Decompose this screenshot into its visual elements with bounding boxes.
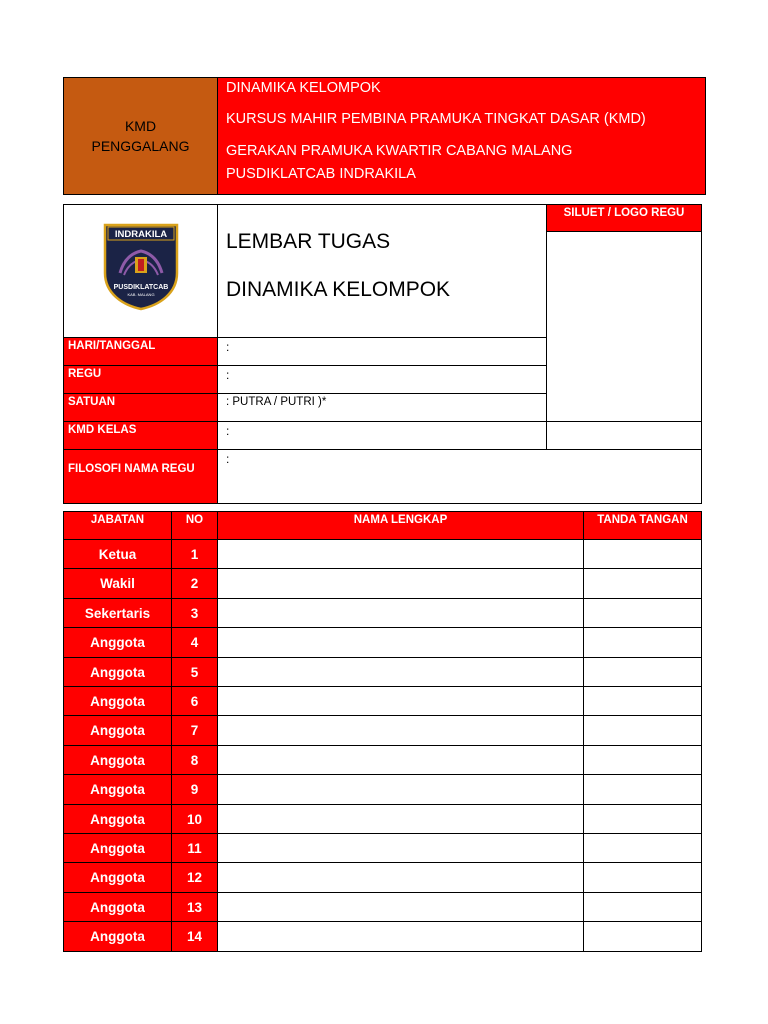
logo-bottom-text: PUSDIKLATCAB — [113, 284, 169, 291]
member-no: 13 — [171, 892, 218, 922]
member-jabatan: Anggota — [63, 804, 172, 834]
col-header-nama: NAMA LENGKAP — [217, 511, 584, 540]
logo-top-text: INDRAKILA — [114, 229, 168, 240]
logo-sub-text: KAB. MALANG — [127, 292, 155, 297]
member-no: 2 — [171, 568, 218, 599]
kmd-penggalang-box — [63, 77, 218, 195]
member-no: 6 — [171, 686, 218, 716]
field-label-hari-tanggal: HARI/TANGGAL — [63, 337, 218, 366]
member-nama-field[interactable] — [217, 715, 584, 746]
member-nama-field[interactable] — [217, 598, 584, 628]
member-jabatan: Wakil — [63, 568, 172, 599]
header-line-3: GERAKAN PRAMUKA KWARTIR CABANG MALANG — [226, 143, 573, 159]
member-no: 9 — [171, 774, 218, 805]
member-nama-field[interactable] — [217, 921, 584, 952]
member-no: 11 — [171, 833, 218, 863]
member-ttd-field[interactable] — [583, 686, 702, 716]
member-ttd-field[interactable] — [583, 804, 702, 834]
header-line-2: KURSUS MAHIR PEMBINA PRAMUKA TINGKAT DASAR (KMD) — [226, 111, 646, 127]
header-line-4: PUSDIKLATCAB INDRAKILA — [226, 166, 416, 182]
kmd-kelas-extra-cell[interactable] — [546, 421, 702, 450]
member-ttd-field[interactable] — [583, 921, 702, 952]
field-value-filosofi[interactable]: : — [217, 449, 702, 504]
member-nama-field[interactable] — [217, 627, 584, 658]
siluet-header: SILUET / LOGO REGU — [546, 204, 702, 232]
field-label-kmd-kelas: KMD KELAS — [63, 421, 218, 450]
member-no: 1 — [171, 539, 218, 569]
member-ttd-field[interactable] — [583, 598, 702, 628]
member-ttd-field[interactable] — [583, 862, 702, 893]
field-label-filosofi: FILOSOFI NAMA REGU — [63, 449, 218, 504]
field-label-regu: REGU — [63, 365, 218, 394]
col-header-jabatan: JABATAN — [63, 511, 172, 540]
member-no: 5 — [171, 657, 218, 687]
member-ttd-field[interactable] — [583, 539, 702, 569]
penggalang-label: PENGGALANG — [91, 138, 190, 154]
siluet-box[interactable] — [546, 231, 702, 422]
title-cell — [217, 204, 547, 338]
member-ttd-field[interactable] — [583, 568, 702, 599]
member-ttd-field[interactable] — [583, 892, 702, 922]
member-no: 7 — [171, 715, 218, 746]
member-jabatan: Anggota — [63, 745, 172, 775]
member-jabatan: Anggota — [63, 715, 172, 746]
field-value-kmd-kelas[interactable]: : — [217, 421, 547, 450]
member-no: 4 — [171, 627, 218, 658]
member-no: 10 — [171, 804, 218, 834]
member-jabatan: Anggota — [63, 833, 172, 863]
field-value-satuan[interactable]: : PUTRA / PUTRI )* — [217, 393, 547, 422]
member-ttd-field[interactable] — [583, 833, 702, 863]
member-nama-field[interactable] — [217, 774, 584, 805]
indrakila-logo — [102, 221, 180, 311]
member-ttd-field[interactable] — [583, 715, 702, 746]
member-jabatan: Anggota — [63, 774, 172, 805]
member-nama-field[interactable] — [217, 657, 584, 687]
page-subtitle: DINAMIKA KELOMPOK — [226, 278, 451, 301]
member-ttd-field[interactable] — [583, 657, 702, 687]
member-nama-field[interactable] — [217, 862, 584, 893]
kmd-label: KMD — [124, 118, 157, 134]
member-ttd-field[interactable] — [583, 745, 702, 775]
col-header-no: NO — [171, 511, 218, 540]
member-nama-field[interactable] — [217, 686, 584, 716]
logo-cell — [63, 204, 218, 338]
member-ttd-field[interactable] — [583, 774, 702, 805]
field-value-hari-tanggal[interactable]: : — [217, 337, 547, 366]
member-nama-field[interactable] — [217, 892, 584, 922]
member-jabatan: Anggota — [63, 686, 172, 716]
member-jabatan: Anggota — [63, 657, 172, 687]
member-nama-field[interactable] — [217, 804, 584, 834]
field-value-regu[interactable]: : — [217, 365, 547, 394]
member-nama-field[interactable] — [217, 745, 584, 775]
header-line-1: DINAMIKA KELOMPOK — [226, 80, 381, 96]
member-jabatan: Anggota — [63, 921, 172, 952]
member-jabatan: Sekertaris — [63, 598, 172, 628]
member-jabatan: Ketua — [63, 539, 172, 569]
col-header-ttd: TANDA TANGAN — [583, 511, 702, 540]
member-ttd-field[interactable] — [583, 627, 702, 658]
member-nama-field[interactable] — [217, 539, 584, 569]
member-no: 14 — [171, 921, 218, 952]
member-no: 12 — [171, 862, 218, 893]
member-nama-field[interactable] — [217, 833, 584, 863]
member-jabatan: Anggota — [63, 862, 172, 893]
header-info-box — [217, 77, 706, 195]
member-jabatan: Anggota — [63, 892, 172, 922]
member-no: 8 — [171, 745, 218, 775]
member-jabatan: Anggota — [63, 627, 172, 658]
member-nama-field[interactable] — [217, 568, 584, 599]
member-no: 3 — [171, 598, 218, 628]
page-title: LEMBAR TUGAS — [226, 230, 391, 253]
field-label-satuan: SATUAN — [63, 393, 218, 422]
